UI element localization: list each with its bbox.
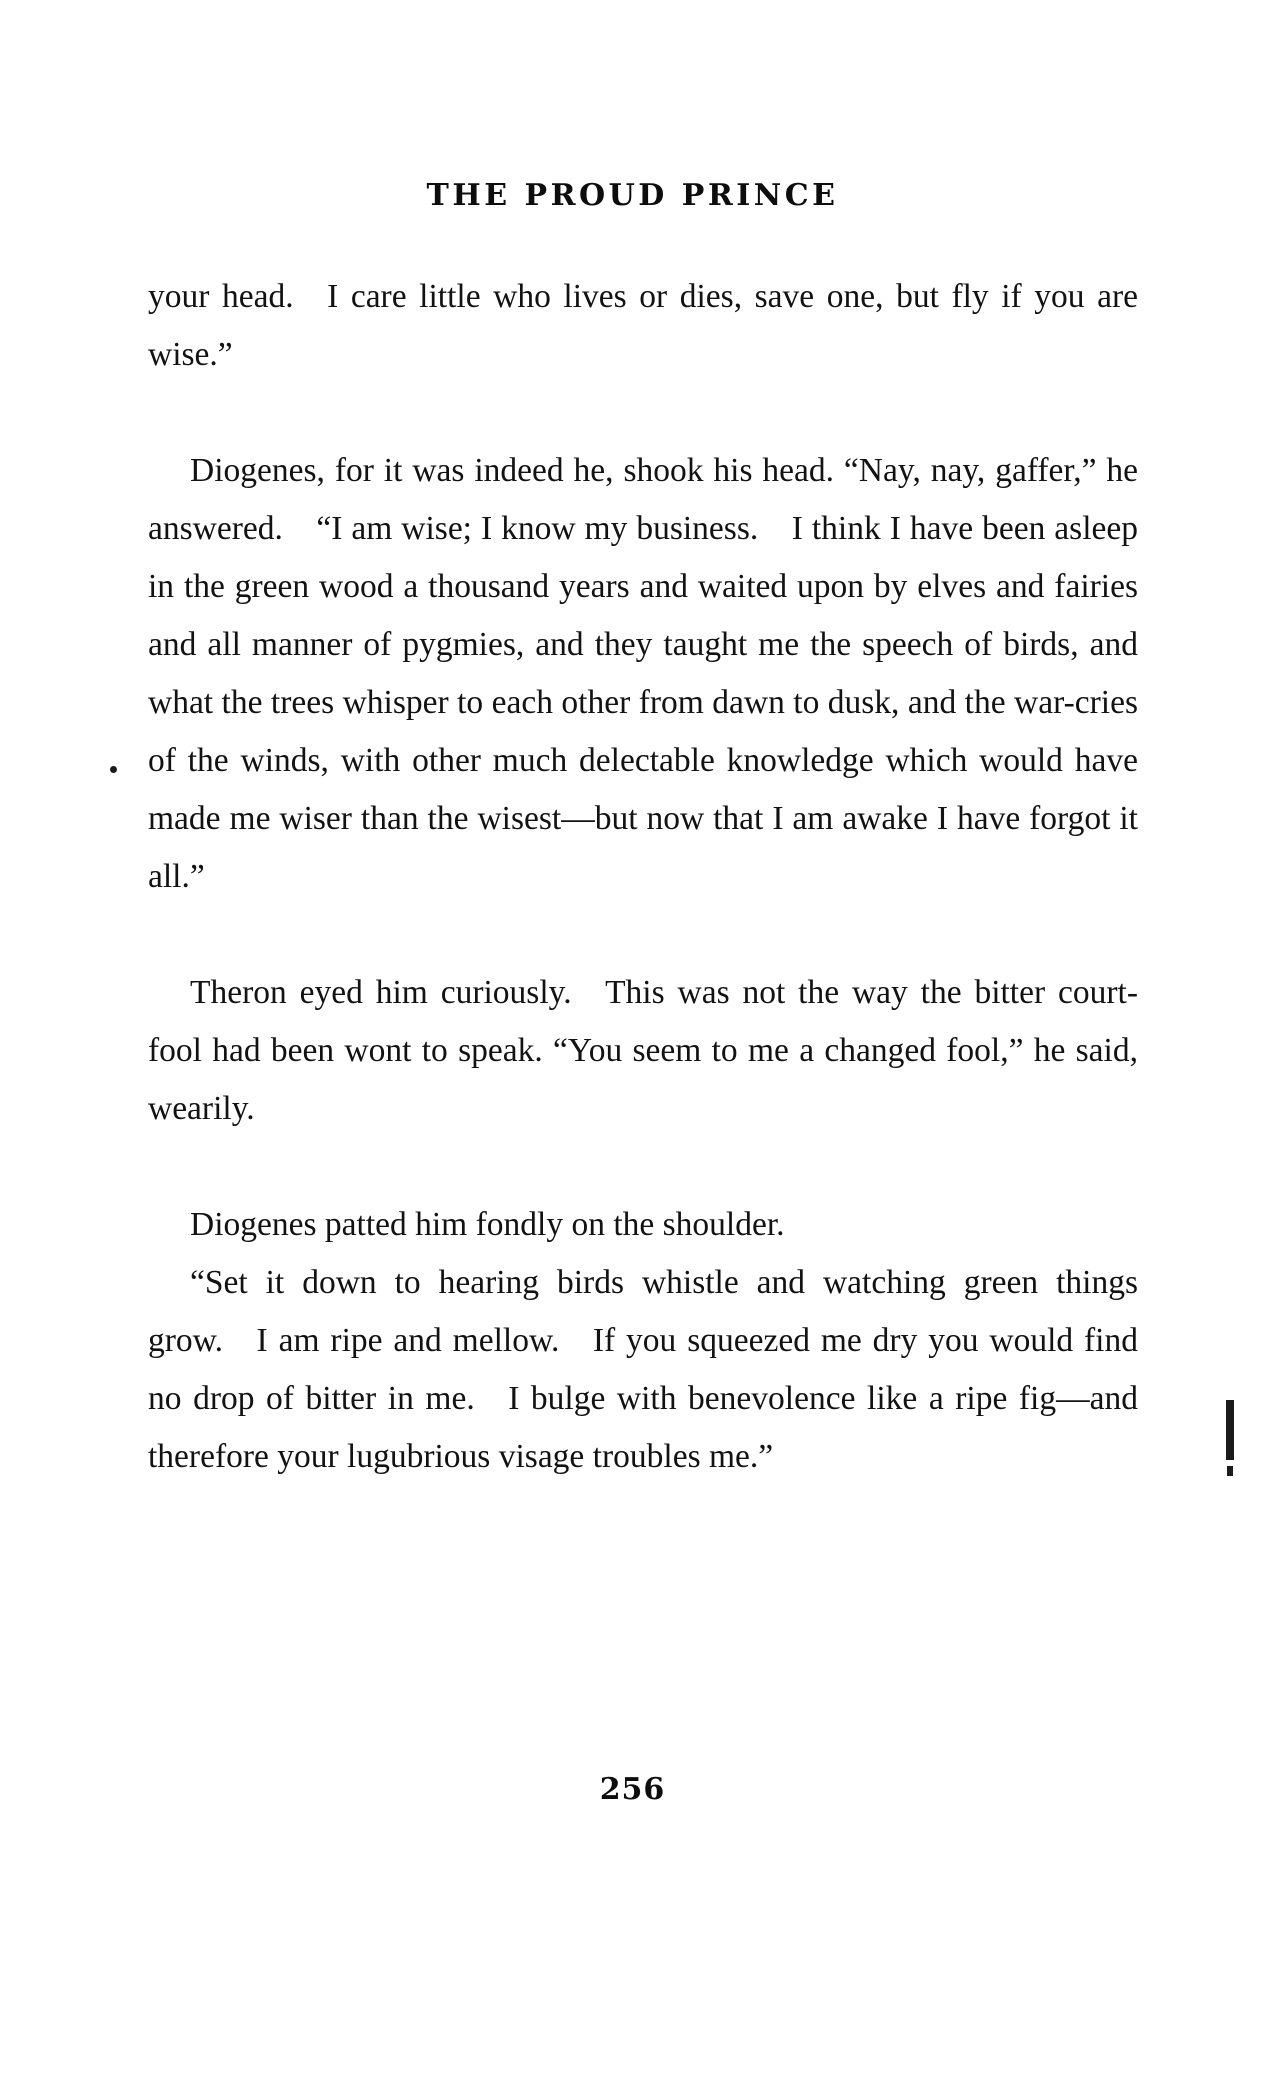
paragraph: “Set it down to hearing birds whistle and watching green things grow. I am ripe and mellow. If you squeezed me dry you would find no drop of bitter in me. I bulge with benevolence like a ripe fig—and therefore your lugubrious visage troubles me.” <box>148 1264 1138 1475</box>
page-number: 256 <box>599 1772 666 1807</box>
ink-speck-icon <box>110 766 117 773</box>
paragraph: Diogenes patted him fondly on the shoulder. <box>190 1206 785 1243</box>
running-head: THE PROUD PRINCE <box>426 178 839 213</box>
paragraph: Diogenes, for it was indeed he, shook his head. “Nay, nay, gaffer,” he answered. “I am wise; I know my business. I think I have been asleep in the green wood a thousand years and waited upon by elves and fairies and all manner of pygmies, and they taught me the speech of birds, and what the trees whisper to each other from dawn to dusk, and the war-cries of the winds, with other much delectable knowledge which would have made me wiser than the wisest—but now that I am awake I have forgot it all.” <box>148 452 1138 895</box>
paragraph: Theron eyed him curiously. This was not the way the bitter court-fool had been wont to speak. “You seem to me a changed fool,” he said, wearily. <box>148 974 1138 1127</box>
page-body <box>148 268 1138 1486</box>
paragraph: your head. I care little who lives or dies, save one, but fly if you are wise.” <box>148 278 1138 373</box>
edge-ink-mark-icon <box>1223 1400 1237 1478</box>
